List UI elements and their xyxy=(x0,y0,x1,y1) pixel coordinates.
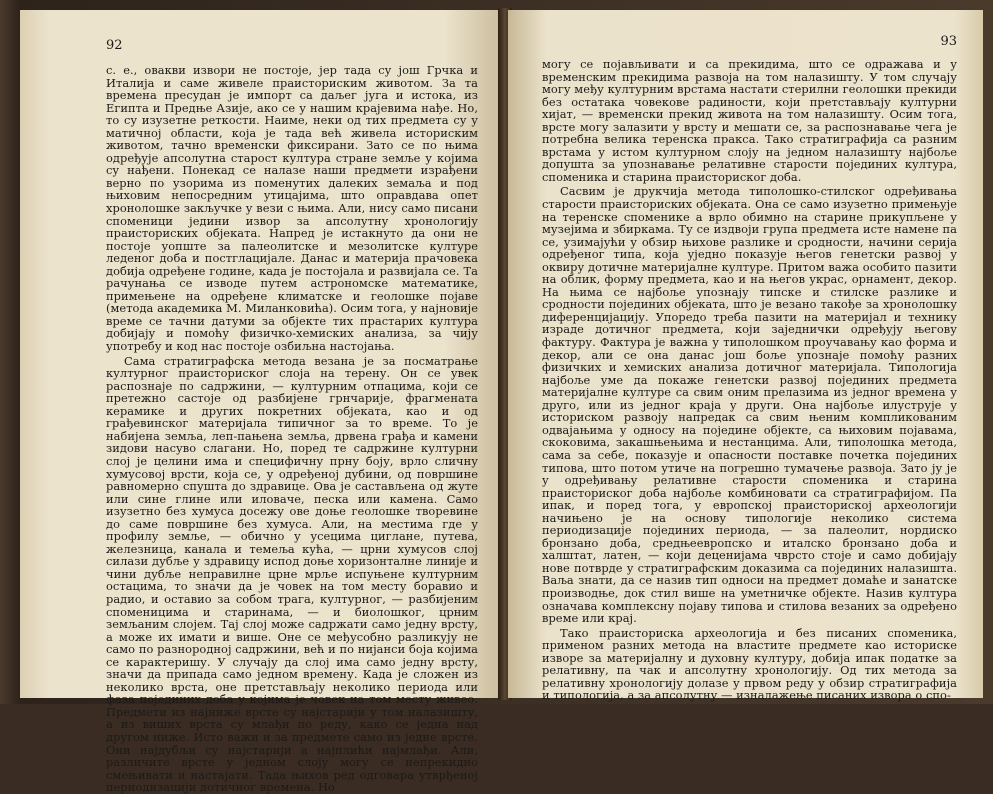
page-number: 92 xyxy=(106,38,123,53)
paragraph: с. е., овакви извори не постоје, јер тада су још Грчка и Италија и саме живеле праисториским животом. За та времена пресудан је импорт са даљег југа и истока, из Египта и Предње Азије, ако се у нашим крајевима нађе. Но, то су изузетне реткости. Наиме, неки од тих предмета су у матичној области, која је тада већ живела историским животом, тачно временски фиксирани. Зато се по њима одређује апсолутна старост култура стране земље у којима су нађени. Понекад се налазе наши предмети израђени верно по узорима из поменутих далеких земаља и под њиховим непосредним утицајима, што оправдава опет хронолошке закључке у вези с њима. Али, нису само писани споменици једини извор за апсолутну хронологију праисториских објеката. Напред је истакнуто да они не постоје уопште за палеолитске и мезолитске културе леденог доба и постглацијале. Данас и материја прачовека добија одређене године, када је постојала и развијала се. Та рачунања се изводе путем астрономске математике, примењене на одређене климатске и геолошке појаве (метода академика М. Миланковића). Осим тога, у најновије време се тачни датуми за објекте тих прастарих култура добијају и помоћу физичко-хемиских анализа, за чију употребу и код нас постоје озбиљна настојања. xyxy=(106,63,478,354)
paragraph: Сасвим је друкчија метода типолошко-стилског одређивања старости праисториских објеката. Она се само изузетно примењује на теренске споменике а врло обимно на старине прикупљене у музејима и збиркама. Ту се издвоји група предмета исте намене па се, узимајући у обзир њихове разлике и сродности, начини серија одређеног типа, која уједно показује његов генетски развој у оквиру дотичне материјалне културе. Притом важа особито пазити на облик, форму предмета, као и на његов украс, орнамент, декор. На њима се најбоље упознају типске и стилске разлике и сродности појединих објеката, што је везано такође за хронолошку диференцијацију. Упоредо треба пазити на материјал и технику израде дотичног предмета, који заједнички одређују његову фактуру. Фактура је важна у типолошком проучавању као форма и декор, али се она данас још боље упознаје помоћу разних физичких и хемиских анализа дотичног материјала. Типологија најбоље уме да покаже генетски развој појединих предмета материјалне културе са свим оним прелазима из једног времена у друго, или из једног краја у други. Она најбоље илуструје у историском развоју напредак са свим њеним компликованим одвајањима у односу на поједине објекте, са њиховим појавама, скоковима, закашњењима и нестанцима. Али, типолошка метода, сама за себе, показује и опасности поставке почетка појединих типова, што потом утиче на погрешно тумачење развоја. Зато ју је у одређивању релативне старости споменика и старина праисториског доба најбоље комбиновати са стратиграфијом. Па ипак, и поред тога, у европској праисториској археологији начињено је на основу типологије неколико система периодизације појединих периода, — за палеолит, нордиско бронзано доба, средњеевропско и италско бронзано доба и халштат, латен, — који деценијама чврсто стоје и само добијају нове потврде у стратиграфским доказима са појединих налазишта. Ваља знати, да се назив тип односи на предмет домаће и занатске производње, док стил више на уметничке објекте. Назив култура означава комплексну појаву типова и стилова везаних за одређено време или крај. xyxy=(542,184,957,626)
paragraph: Тако праисториска археологија и без писаних споменика, применом разних метода на властите предмете као историске изворе за материјалну и духовну културу, добија ипак податке за релативну, па чак и апсолутну хронологију. Од тих метода за релативну хронологију долазе у првом реду у обзир стратиграфија и типологија, а за апсолутну — изналажење писаних извора о спо- xyxy=(542,625,957,703)
left-page xyxy=(20,10,502,794)
page-number: 93 xyxy=(940,34,957,49)
page-text xyxy=(542,58,957,702)
right-page xyxy=(508,10,983,703)
page-text xyxy=(106,64,478,794)
paragraph: могу се појављивати и са прекидима, што се одражава и у временским прекидима развоја на том налазишту. У том случају могу међу културним врстама настати стерилни геолошки прекиди без остатака човекове радиности, који претстављају културни хијат, — временски прекид живота на том налазишту. Осим тога, врсте могу залазити у врсту и мешати се, за распознавање чега је потребна велика теренска пракса. Тако стратиграфија са разним врстама у истом културном слоју на једном налазишту најбоље допушта за упознавање релативне старости појединих култура, споменика и старина праисториског доба. xyxy=(542,57,957,184)
paragraph: Сама стратиграфска метода везана је за посматрање културног праисториског слоја на терену. Он се увек распознаје по садржини, — културним отпацима, који се претежно састоје од разбијене грнчарије, фрагмената керамике и других покретних објеката, као и од грађевинског материјала типичног за то време. То је набијена земља, леп-пањена земља, дрвена грађа и камени зидови насуво слагани. Но, поред те садржине културни слој је целини има и специфичну прну боју, врло сличну хумусовој врсти, која се, у одређеној дубини, од површине равномерно спушта до здравице. Ова је састављена од жуте или сине глине или иловаче, песка или камена. Само изузетно без хумуса досежу ове доње геолошке творевине до саме површине без хумуса. Али, на местима где у профилу земље, — обично у усецима циглане, путева, железница, канала и темеља кућа, — црни хумусов слој силази дубље у здравицу испод доње хоризонталне линије и чини дубље неправилне црне мрље испуњене културним остацима, то значи да је човек на том месту боравио и радио, и оставио за собом трага, културног, — разбијеним споменицима и старинама, — и биолошког, црним земљаним слојем. Тај слој може садржати само једну врсту, а може их имати и више. Оне се међусобно разликују не само по разнородној садржини, већ и по нијанси боја којима се карактеришу. У случају да слој има само једну врсту, значи да припада само једном времену. Када је сложен из неколико врста, оне претстављају неколико периода или фаза појединих доба у којима је човек на том месту живео. Предмети из најниже врсте су најстарији у том налазишту, а из виших врста су млађи по реду, како се једна над другом ниже. Исто важи и за предмете само из једне врсте. Они најдубљи су најстарији а најплићи најмлађи. Али, различите врсте у једном слоју могу се непрекидно смењивати и настајати. Тада њихов ред одговара утврђеној периодизацији дотичног времена. Но xyxy=(106,353,478,794)
